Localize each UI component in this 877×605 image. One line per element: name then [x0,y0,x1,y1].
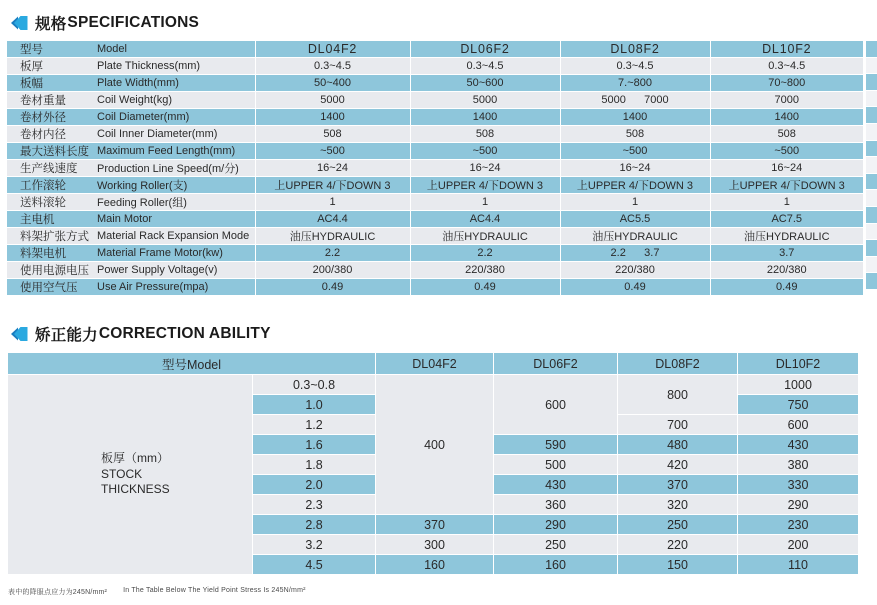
specifications-section-title [10,12,199,34]
spec-value-cell: 0.49 [560,279,710,296]
correction-value-cell: 300 [376,535,494,555]
correction-value-cell: 600 [738,415,859,435]
spec-value-cell: AC4.4 [410,211,560,228]
stock-thickness-label-line: THICKNESS [101,482,170,497]
specifications-table [7,41,863,296]
spec-row [7,194,863,211]
footnote-zh: 表中的降服点应力为245N/mm² [8,589,108,596]
spec-value-cell: 2.2 3.7 [560,245,710,262]
correction-value-cell: 590 [494,435,618,455]
correction-value-cell: 230 [738,515,859,535]
spec-value-cell: AC4.4 [255,211,410,228]
spec-value-cell: 5000 [410,92,560,109]
section-title-zh: 矫正能力 [35,327,98,344]
spec-value-cell: 220/380 [710,262,863,279]
spec-value-cell: 508 [560,126,710,143]
edge-strip-band [866,207,877,224]
spec-value-cell: 508 [410,126,560,143]
spec-label-zh: 料架扩张方式 [7,228,95,245]
spec-value-cell: ~500 [560,143,710,160]
spec-label-zh: 板幅 [7,75,95,92]
correction-table [7,352,859,575]
spec-row [7,41,863,58]
spec-value-cell: 16~24 [410,160,560,177]
spec-value-cell: 1400 [410,109,560,126]
spec-label-zh: 主电机 [7,211,95,228]
spec-label-en: Plate Thickness(mm) [95,58,255,75]
spec-value-cell: 上UPPER 4/下DOWN 3 [255,177,410,194]
footnote [8,587,306,597]
spec-row [7,262,863,279]
spec-label-zh: 最大送料长度 [7,143,95,160]
spec-label-zh: 卷材内径 [7,126,95,143]
spec-value-cell: 220/380 [560,262,710,279]
spec-label-zh: 送料滚轮 [7,194,95,211]
edge-strip-band [866,124,877,141]
correction-value-cell: 480 [618,435,738,455]
spec-value-cell: 0.49 [410,279,560,296]
correction-header-dl04f2: DL04F2 [376,353,494,375]
spec-value-cell: 50~600 [410,75,560,92]
spec-row [7,75,863,92]
spec-value-cell: 200/380 [255,262,410,279]
spec-value-cell: DL04F2 [255,41,410,58]
spec-value-cell: 16~24 [560,160,710,177]
section-marker-icon [10,327,28,341]
spec-value-cell: 0.3~4.5 [410,58,560,75]
correction-value-cell: 220 [618,535,738,555]
spec-label-zh: 板厚 [7,58,95,75]
spec-row [7,160,863,177]
edge-strip-band [866,190,877,207]
thickness-cell: 1.2 [253,415,376,435]
thickness-cell: 2.3 [253,495,376,515]
spec-value-cell: 5000 [255,92,410,109]
spec-value-cell: 油压HYDRAULIC [560,228,710,245]
spec-value-cell: DL06F2 [410,41,560,58]
spec-table-body [7,41,863,296]
spec-value-cell: AC5.5 [560,211,710,228]
correction-value-cell: 160 [376,555,494,575]
spec-value-cell: 上UPPER 4/下DOWN 3 [560,177,710,194]
spec-value-cell: 2.2 [255,245,410,262]
correction-value-cell: 150 [618,555,738,575]
spec-label-en: Power Supply Voltage(v) [95,262,255,279]
correction-value-cell: 800 [618,375,738,415]
correction-value-cell: 370 [618,475,738,495]
spec-label-en: Main Motor [95,211,255,228]
correction-value-cell: 160 [494,555,618,575]
correction-row [8,375,859,395]
correction-value-cell: 320 [618,495,738,515]
spec-value-cell: ~500 [410,143,560,160]
spec-value-cell: 1400 [710,109,863,126]
spec-row [7,126,863,143]
spec-value-cell: 0.49 [255,279,410,296]
spec-value-cell: 16~24 [710,160,863,177]
spec-value-cell: 0.3~4.5 [710,58,863,75]
spec-row [7,109,863,126]
edge-strip-band [866,107,877,124]
correction-value-cell: 400 [376,375,494,515]
section-marker-icon [10,16,28,30]
spec-value-cell: 16~24 [255,160,410,177]
spec-value-cell: 0.3~4.5 [255,58,410,75]
spec-value-cell: 1 [255,194,410,211]
spec-label-en: Material Frame Motor(kw) [95,245,255,262]
spec-value-cell: 5000 7000 [560,92,710,109]
correction-value-cell: 110 [738,555,859,575]
correction-value-cell: 380 [738,455,859,475]
spec-value-cell: 上UPPER 4/下DOWN 3 [710,177,863,194]
edge-strip-band [866,41,877,58]
thickness-cell: 4.5 [253,555,376,575]
spec-value-cell: 7.~800 [560,75,710,92]
correction-value-cell: 360 [494,495,618,515]
spec-row [7,58,863,75]
spec-label-en: Plate Width(mm) [95,75,255,92]
thickness-cell: 2.0 [253,475,376,495]
spec-label-zh: 生产线速度 [7,160,95,177]
spec-label-en: Working Roller(支) [95,177,255,194]
spec-value-cell: 7000 [710,92,863,109]
correction-value-cell: 330 [738,475,859,495]
spec-label-en: Material Rack Expansion Mode [95,228,255,245]
thickness-cell: 2.8 [253,515,376,535]
spec-label-en: Production Line Speed(m/分) [95,160,255,177]
correction-section-title [10,323,271,345]
spec-value-cell: 1400 [255,109,410,126]
correction-value-cell: 250 [618,515,738,535]
spec-value-cell: 油压HYDRAULIC [710,228,863,245]
correction-value-cell: 700 [618,415,738,435]
edge-strip-band [866,157,877,174]
spec-value-cell: 3.7 [710,245,863,262]
correction-value-cell: 430 [738,435,859,455]
correction-header-dl06f2: DL06F2 [494,353,618,375]
spec-value-cell: 1 [710,194,863,211]
correction-header-dl10f2: DL10F2 [738,353,859,375]
correction-table-head [8,353,859,375]
spec-value-cell: ~500 [710,143,863,160]
spec-value-cell: 0.3~4.5 [560,58,710,75]
spec-value-cell: 508 [710,126,863,143]
correction-header-model-label: 型号Model [8,353,376,375]
spec-value-cell: 50~400 [255,75,410,92]
spec-value-cell: 1400 [560,109,710,126]
spec-row [7,228,863,245]
thickness-cell: 3.2 [253,535,376,555]
edge-strip-band [866,58,877,75]
edge-strip-band [866,141,877,158]
spec-row [7,211,863,228]
spec-value-cell: 220/380 [410,262,560,279]
spec-row [7,279,863,296]
stock-thickness-label-line: 板厚（mm） [101,451,169,466]
edge-strip-band [866,240,877,257]
spec-value-cell: AC7.5 [710,211,863,228]
correction-value-cell: 290 [738,495,859,515]
correction-value-cell: 500 [494,455,618,475]
spec-value-cell: 508 [255,126,410,143]
spec-row [7,177,863,194]
correction-header-row [8,353,859,375]
spec-label-en: Coil Weight(kg) [95,92,255,109]
correction-value-cell: 600 [494,375,618,435]
spec-row [7,143,863,160]
section-title-en: SPECIFICATIONS [67,14,200,31]
spec-value-cell: 70~800 [710,75,863,92]
spec-label-zh: 卷材外径 [7,109,95,126]
edge-strip-band [866,273,877,290]
spec-value-cell: ~500 [255,143,410,160]
correction-value-cell: 370 [376,515,494,535]
correction-table-body [8,375,859,575]
spec-value-cell: 油压HYDRAULIC [255,228,410,245]
correction-value-cell: 200 [738,535,859,555]
spec-value-cell: 1 [410,194,560,211]
spec-label-en: Use Air Pressure(mpa) [95,279,255,296]
section-title-zh: 规格 [35,16,67,33]
correction-header-dl08f2: DL08F2 [618,353,738,375]
spec-label-en: Coil Inner Diameter(mm) [95,126,255,143]
correction-value-cell: 430 [494,475,618,495]
edge-strip-band [866,91,877,108]
correction-value-cell: 250 [494,535,618,555]
spec-row [7,92,863,109]
spec-label-en: Maximum Feed Length(mm) [95,143,255,160]
spec-label-zh: 使用电源电压 [7,262,95,279]
stock-thickness-label-line: STOCK [101,466,143,481]
edge-strip-band [866,257,877,274]
spec-label-en: Feeding Roller(组) [95,194,255,211]
spec-row [7,245,863,262]
spec-value-cell: 2.2 [410,245,560,262]
edge-strip-band [866,224,877,241]
spec-value-cell: DL08F2 [560,41,710,58]
spec-label-zh: 工作滚轮 [7,177,95,194]
edge-strip-band [866,174,877,191]
spec-label-zh: 型号 [7,41,95,58]
spec-value-cell: DL10F2 [710,41,863,58]
spec-label-en: Model [95,41,255,58]
spec-label-zh: 卷材重量 [7,92,95,109]
spec-label-zh: 使用空气压 [7,279,95,296]
spec-label-en: Coil Diameter(mm) [95,109,255,126]
thickness-cell: 1.6 [253,435,376,455]
spec-value-cell: 上UPPER 4/下DOWN 3 [410,177,560,194]
correction-value-cell: 1000 [738,375,859,395]
footnote-en: In The Table Below The Yield Point Stress Is 245N/mm² [123,587,306,594]
stock-thickness-label [8,375,253,575]
spec-table-edge-strip [866,41,877,290]
spec-label-zh: 料架电机 [7,245,95,262]
spec-value-cell: 0.49 [710,279,863,296]
correction-value-cell: 420 [618,455,738,475]
thickness-cell: 1.8 [253,455,376,475]
correction-value-cell: 750 [738,395,859,415]
thickness-cell: 0.3~0.8 [253,375,376,395]
spec-value-cell: 油压HYDRAULIC [410,228,560,245]
thickness-cell: 1.0 [253,395,376,415]
edge-strip-band [866,74,877,91]
section-title-en: CORRECTION ABILITY [98,325,271,342]
correction-value-cell: 290 [494,515,618,535]
spec-value-cell: 1 [560,194,710,211]
